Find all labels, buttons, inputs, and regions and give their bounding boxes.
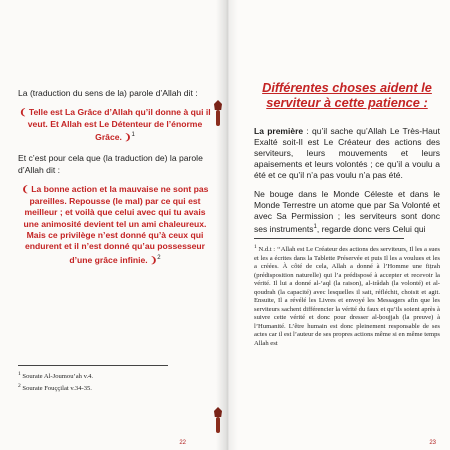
- ornament-icon: [212, 100, 224, 128]
- paragraph-2-ref: 1: [313, 224, 317, 230]
- quran-quote-2: [18, 184, 212, 266]
- quote-1-ref: 1: [131, 132, 135, 139]
- footnote-rule: [18, 365, 168, 366]
- footnote-1: $^1$ Sourate Al-Joumou’ah v.4.: [18, 371, 94, 381]
- left-page-number: 22: [179, 440, 186, 446]
- quote-2-text: La bonne action et la mauvaise ne sont pas pareilles. Repousse (le mal) par ce qui est meilleur ; et voilà que celui avec qui tu avais une animosité devient tel un ami chaleureux. Mais ce privilège n’est donné qu’à ceux qui endurent et il n’est donné qu’au possesseur d’une grâce infinie.: [23, 184, 209, 265]
- paragraph-2: Ne bouge dans le Monde Céleste et dans le Monde Terrestre un atome que par Sa Volonté et avec Sa Permission ; les serviteurs sont donc ses instruments$^1$, regarde donc vers Celui qui: [254, 189, 440, 234]
- quote-2-ref: 2: [157, 254, 161, 261]
- footnote-nd: $^1$ N.d.t : ‘‘Allah est Le Créateur des actions des serviteurs, Il les a sues et les a écrites dans la Tablette Préservée et puis Il les a voulues et les a créées. À côté de cela, Allah a donné à l’Homme une fiṭrah (prédisposition naturelle) qui l’a prédisposé à accepter et recevoir la vérité. Il lui a donné al-‘aql (la raison), al-irâdah (la volonté) et al-qoudrah (la capacité) avec lesquelles il sait, réfléchit, choisit et agit. Ensuite, Il a révélé les Livres et envoyé les Messagers afin que les serviteurs sachent différencier la vérité du faux et qu’ils soient après à suivre cette vérité et donc pour dresser al-ḥoujjah (la preuve) à l’Humanité. L’être humain est donc pleinement responsable de ses actes car il est l’auteur de ses propres actions même si en même temps Allah est: [254, 244, 440, 347]
- right-page-number: 23: [429, 440, 436, 446]
- book-gutter: [216, 0, 238, 450]
- close-bracket: ❩: [150, 254, 158, 265]
- footnote-rule: [254, 238, 404, 239]
- quran-quote-1: [18, 107, 212, 143]
- quote-1-text: Telle est La Grâce d’Allah qu’il donne à qui il veut. Et Allah est Le Détenteur de l’énorme Grâce.: [27, 107, 211, 143]
- open-bracket: ❨: [19, 107, 27, 118]
- open-bracket: ❨: [21, 184, 29, 195]
- paragraph-1-lead: La première: [254, 126, 304, 136]
- right-page: [226, 0, 450, 450]
- paragraph-1: La première : qu’il sache qu’Allah Le Très-Haut Exalté soit-Il est Le Créateur des actions des serviteurs, leurs mouvements et leurs apaisements et leurs volontés ; ce qu’il a voulu a été et ce qu’il n’a pas voulu n’a pas été.: [254, 126, 440, 180]
- left-intro-2: Et c’est pour cela que (la traduction de) la parole d’Allah dit :: [18, 153, 203, 175]
- chapter-title: Différentes choses aident le serviteur à cette patience :: [262, 80, 432, 110]
- close-bracket: ❩: [124, 132, 132, 143]
- left-footnotes: [18, 365, 212, 393]
- footnote-2: $^2$ Sourate Fouççilat v.34-35.: [18, 382, 92, 392]
- ornament-icon: [212, 407, 224, 435]
- right-footnotes: [254, 238, 440, 348]
- left-intro-1: La (traduction du sens de la) parole d’Allah dit :: [18, 88, 198, 98]
